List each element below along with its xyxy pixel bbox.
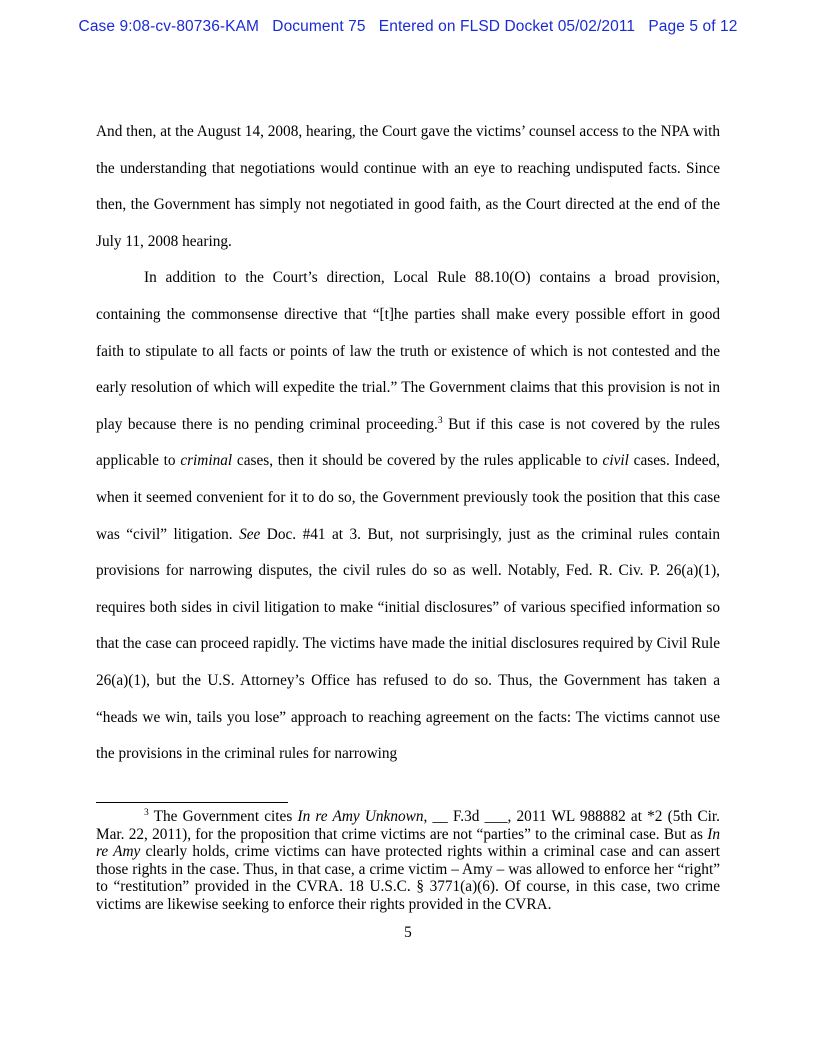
p2-italic-see: See [239, 525, 261, 543]
paragraph-1: And then, at the August 14, 2008, hearing, the Court gave the victims’ counsel access to the NPA with the understanding that negotiations would continue with an eye to reaching undisputed facts. Since then, the Government has simply not negotiated in good faith, as the Court directed at the end of the July 11, 2008 hearing. [96, 123, 720, 250]
footnote-text-3: clearly holds, crime victims can have protected rights within a criminal case and can assert those rights in the case. Thus, in that case, a crime victim – Amy – was allowed to enforce her “right” to “restitution” provided in the CVRA. 18 U.S.C. § 3771(a)(6). Of course, in this case, two crime victims are likewise seeking to enforce their rights provided in the CVRA. [96, 843, 721, 913]
p2-text-2: But if this case is not covered by the rules applicable to [96, 415, 720, 470]
p2-text-3: cases, then it should be covered by the rules applicable to [232, 452, 603, 470]
footnote-divider [96, 802, 288, 803]
footnote-text-2: , __ F.3d ___, 2011 WL 988882 at *2 (5th Cir. Mar. 22, 2011), for the proposition that crime victims are not “parties” to the criminal case. But as [96, 808, 720, 843]
p2-text-1: In addition to the Court’s direction, Local Rule 88.10(O) contains a broad provision, containing the commonsense directive that “[t]he parties shall make every possible effort in good faith to stipulate to all facts or points of law the truth or existence of which is not contested and the early resolution of which will expedite the trial.” The Government claims that this provision is not in play because there is no pending criminal proceeding. [96, 269, 720, 433]
footnote-ref-3: 3 [437, 415, 443, 426]
footnote-text-1: The Government cites [148, 808, 298, 825]
paragraph-2 [96, 260, 720, 772]
page-number: 5 [404, 924, 412, 941]
footnote-case-citation-2: In re Amy [96, 825, 720, 861]
footnote-3 [96, 808, 720, 914]
p2-italic-criminal: criminal [180, 452, 233, 470]
body-text [96, 114, 720, 773]
footnote-case-citation-1: In re Amy Unknown [297, 808, 424, 825]
p2-text-5: Doc. #41 at 3. But, not surprisingly, just as the criminal rules contain provisions for narrowing disputes, the civil rules do so as well. Notably, Fed. R. Civ. P. 26(a)(1), requires both sides in civil litigation to make “initial disclosures” of various specified information so that the case can proceed rapidly. The victims have made the initial disclosures required by Civil Rule 26(a)(1), but the U.S. Attorney’s Office has refused to do so. Thus, the Government has taken a “heads we win, tails you lose” approach to reaching agreement on the facts: The victims cannot use the provisions in the criminal rules for narrowing [96, 525, 720, 763]
p2-text-4: cases. Indeed, when it seemed convenient for it to do so, the Government previously took the position that this case was “civil” litigation. [96, 452, 720, 543]
p2-italic-civil: civil [602, 452, 629, 470]
docket-header: Case 9:08-cv-80736-KAM Document 75 Entered on FLSD Docket 05/02/2011 Page 5 of 12 [78, 18, 738, 35]
footnote-number: 3 [144, 808, 149, 818]
